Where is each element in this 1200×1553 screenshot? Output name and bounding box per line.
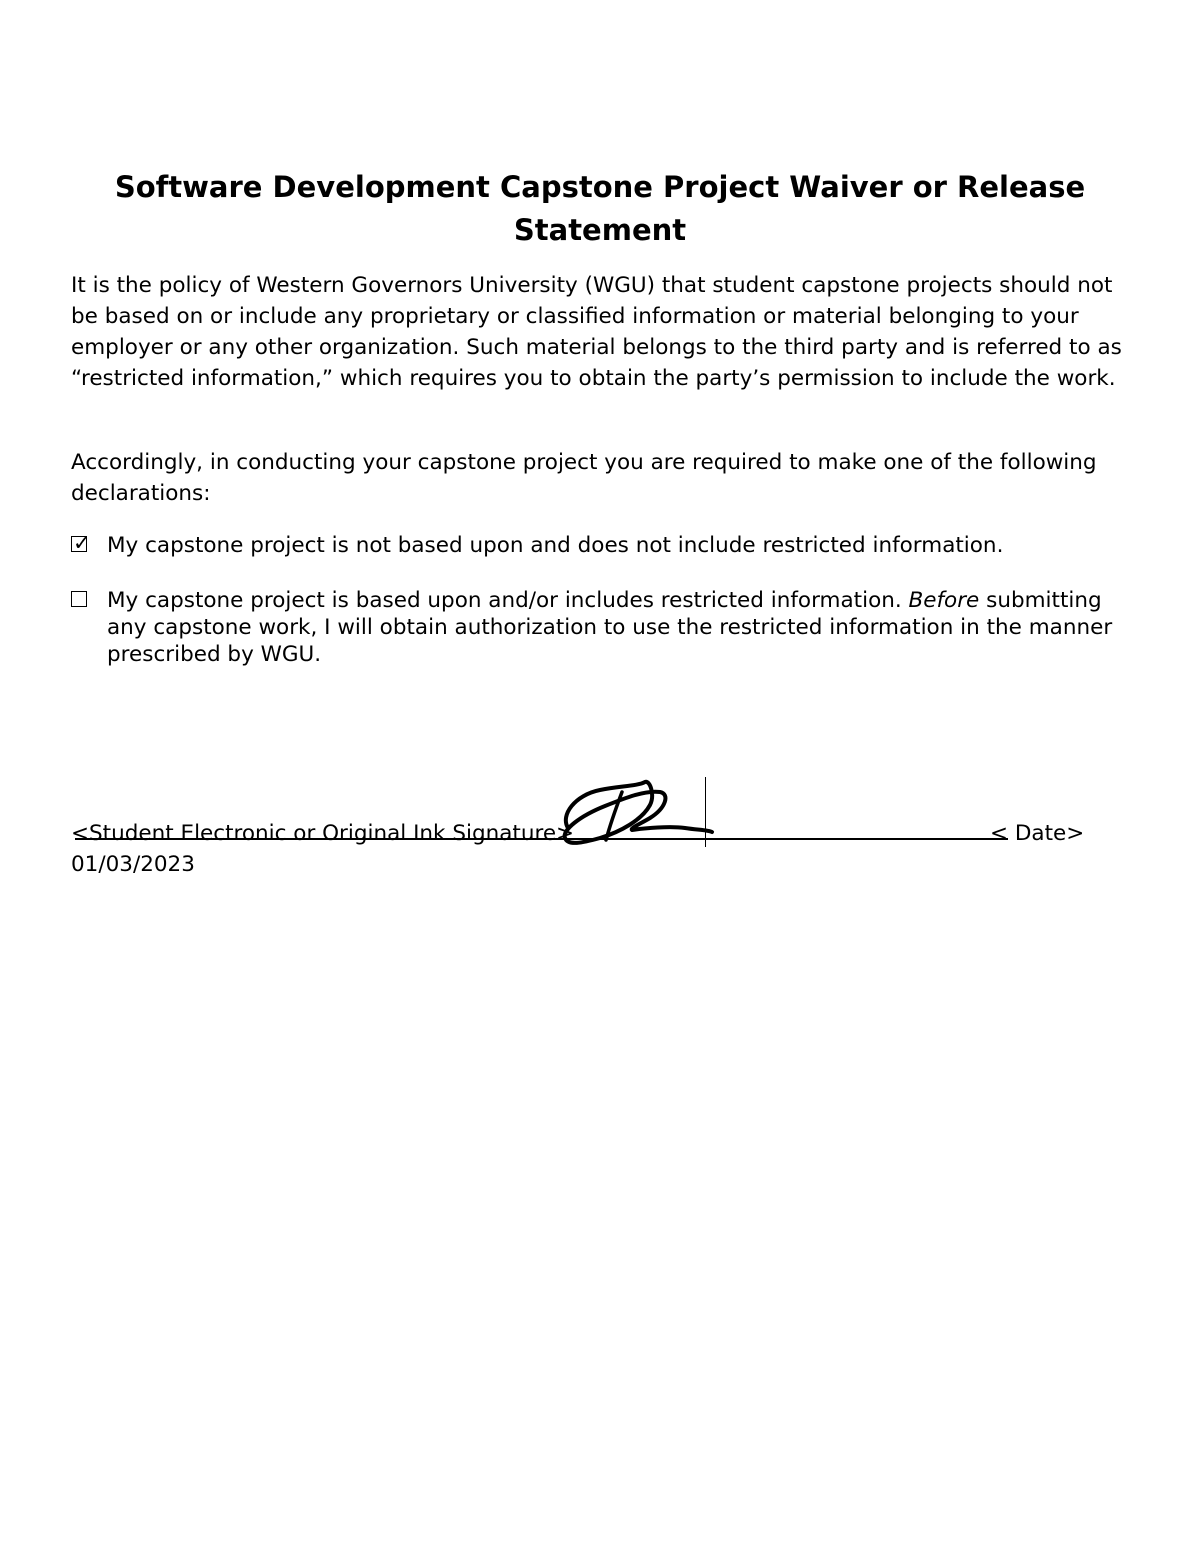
declaration-not-restricted-text: My capstone project is not based upon and does not include restricted information. [107, 533, 1004, 558]
declarations-intro-paragraph: Accordingly, in conducting your capstone project you are required to make one of the following declarations: [71, 450, 1097, 506]
declaration-not-restricted-checkbox[interactable] [71, 531, 91, 555]
declaration-restricted-text-emphasis: Before [908, 588, 980, 613]
declaration-restricted-text-prefix: My capstone project is based upon and/or includes restricted information. [107, 588, 909, 613]
handwritten-signature [520, 770, 730, 855]
document-title: Software Development Capstone Project Waiver or Release Statement [114, 170, 1086, 247]
policy-paragraph: It is the policy of Western Governors University (WGU) that student capstone projects should not be based on or include any proprietary or classified information or material belonging to your employer or any other organization. Such material belongs to the third party and is referred to as “restricted information,” which requires you to obtain the party’s permission to include the work. [71, 273, 1122, 391]
signature-label: <Student Electronic or Original Ink Signature> [71, 821, 575, 846]
checkmark-icon: ✓ [73, 531, 91, 555]
declaration-restricted-text [107, 587, 1117, 668]
declaration-restricted-text-suffix: submitting any capstone work, I will obtain authorization to use the restricted information in the manner prescribed by WGU. [107, 588, 1113, 667]
date-value: 01/03/2023 [71, 852, 195, 877]
date-label: < Date> [990, 821, 1085, 846]
declaration-restricted-checkbox[interactable] [71, 591, 87, 607]
